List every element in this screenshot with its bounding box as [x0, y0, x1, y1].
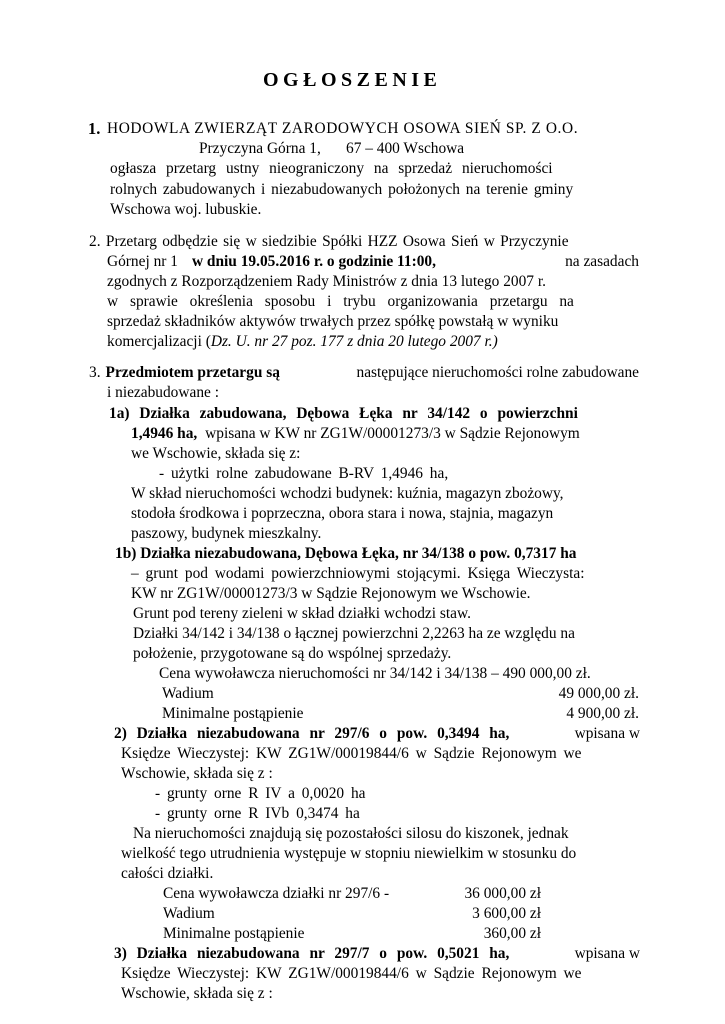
- plot-1b-min-bid-row: [159, 704, 639, 724]
- section-2-text-line: 2. Przetarg odbędzie się w siedzibie Spółki HZZ Osowa Sień w Przyczynie: [89, 233, 569, 250]
- plot-2-text-line: całości działki.: [121, 865, 214, 882]
- plot-2-text-line: Księdze Wieczystej: KW ZG1W/00019844/6 w Sądzie Rejonowym we: [121, 745, 582, 762]
- plot-2-deposit-label: Wadium: [163, 905, 215, 922]
- plot-1a-text-line: we Wschowie, składa się z:: [131, 445, 301, 462]
- plot-2-price-row: [163, 884, 541, 904]
- plot-1a-text-line: stodoła środkowa i poprzeczna, obora stara i nowa, stajnia, magazyn: [131, 505, 554, 522]
- plot-3-title: 3) Działka niezabudowana nr 297/7 o pow. 0,5021 ha,: [114, 945, 510, 962]
- plot-2-registry-start: wpisana w: [574, 725, 640, 742]
- plot-2-min-bid-row: [163, 924, 541, 944]
- section-3-subject: Przedmiotem przetargu są: [105, 364, 280, 381]
- plot-3-text-line: Księdze Wieczystej: KW ZG1W/00019844/6 w Sądzie Rejonowym we: [121, 965, 582, 982]
- section-3-heading: [89, 363, 639, 383]
- section-2-date-time: w dniu 19.05.2016 r. o godzinie 11:00,: [191, 253, 436, 270]
- plot-1b-deposit-row: [159, 684, 639, 704]
- plot-2-price-label: Cena wywoławcza działki nr 297/6 -: [163, 885, 390, 902]
- plot-1a-text-line: paszowy, budynek mieszkalny.: [131, 525, 322, 542]
- section-2-legal-prefix: komercjalizacji (: [107, 333, 211, 350]
- plot-1b-heading: 1b) Działka niezabudowana, Dębowa Łęka, nr 34/138 o pow. 0,7317 ha: [115, 545, 577, 562]
- plot-1a-registry-text: wpisana w KW nr ZG1W/00001273/3 w Sądzie Rejonowym: [205, 425, 580, 442]
- section-2-text-line: w sprawie określenia sposobu i trybu organizowania przetargu na: [107, 293, 574, 310]
- section-1-company: HODOWLA ZWIERZĄT ZARODOWYCH OSOWA SIEŃ SP. Z O.O.: [107, 120, 579, 137]
- plot-1b-min-bid-label: Minimalne postąpienie: [162, 705, 304, 722]
- plot-3-text-line: Wschowie, składa się z :: [121, 985, 273, 1002]
- section-1-text-line: rolnych zabudowanych i niezabudowanych położonych na terenie gminy: [110, 181, 574, 198]
- plot-2-land-use: - grunty orne R IV a 0,0020 ha: [155, 785, 366, 802]
- plot-2-deposit-row: [163, 904, 541, 924]
- section-1-address-street: Przyczyna Górna 1,: [199, 140, 321, 157]
- section-1-text-line: Wschowa woj. lubuskie.: [110, 201, 262, 218]
- plot-2-text-line: Na nieruchomości znajdują się pozostałości silosu do kiszonek, jednak: [133, 825, 569, 842]
- section-2-date-line: [107, 252, 639, 272]
- plot-1a-registry: [131, 424, 580, 444]
- section-3-text-line: i niezabudowane :: [107, 384, 219, 401]
- plot-2-text-line: wielkość tego utrudnienia występuje w stopniu niewielkim w stosunku do: [121, 845, 577, 862]
- plot-1a-area: 1,4946 ha,: [131, 425, 198, 442]
- section-2-legal-basis: [107, 332, 498, 352]
- plot-1b-text-line: KW nr ZG1W/00001273/3 w Sądzie Rejonowym we Wschowie.: [131, 585, 531, 602]
- plot-1b-deposit-label: Wadium: [162, 685, 214, 702]
- section-2-location-end: Górnej nr 1: [107, 253, 178, 270]
- plot-1a-land-use: - użytki rolne zabudowane B-RV 1,4946 ha,: [159, 465, 449, 482]
- plot-1b-text-line: położenie, przygotowane są do wspólnej sprzedaży.: [133, 645, 452, 662]
- section-1-text-line: ogłasza przetarg ustny nieograniczony na sprzedaż nieruchomości: [110, 160, 553, 177]
- plot-2-text-line: Wschowie, składa się z :: [121, 765, 273, 782]
- plot-2-heading: [114, 724, 640, 744]
- plot-1b-text-line: Grunt pod tereny zieleni w skład działki wchodzi staw.: [133, 605, 471, 622]
- plot-1b-text-line: Działki 34/142 i 34/138 o łącznej powierzchni 2,2263 ha ze względu na: [133, 625, 575, 642]
- plot-2-land-use: - grunty orne R IVb 0,3474 ha: [155, 805, 360, 822]
- plot-1b-text-line: – grunt pod wodami powierzchniowymi stojącymi. Księga Wieczysta:: [131, 565, 585, 582]
- plot-2-title: 2) Działka niezabudowana nr 297/6 o pow. 0,3494 ha,: [114, 725, 510, 742]
- plot-1b-min-bid-value: 4 900,00 zł.: [566, 705, 639, 722]
- plot-1a-text-line: W skład nieruchomości wchodzi budynek: kuźnia, magazyn zbożowy,: [131, 485, 564, 502]
- plot-2-price-value: 36 000,00 zł: [464, 885, 541, 902]
- section-1-address-city: 67 – 400 Wschowa: [346, 140, 465, 157]
- section-2-legal-citation: Dz. U. nr 27 poz. 177 z dnia 20 lutego 2007 r.): [210, 333, 498, 350]
- section-2-text-line: sprzedaż składników aktywów trwałych przez spółkę powstałą w wyniku: [107, 313, 559, 330]
- plot-1b-deposit-value: 49 000,00 zł.: [558, 685, 639, 702]
- section-3-description: następujące nieruchomości rolne zabudowane: [356, 364, 639, 381]
- plot-2-min-bid-value: 360,00 zł: [483, 925, 541, 942]
- section-2-terms-start: na zasadach: [565, 253, 639, 270]
- section-1-number: 1.: [88, 119, 101, 138]
- plot-1a-heading: 1a) Działka zabudowana, Dębowa Łęka nr 34/142 o powierzchni: [109, 405, 578, 422]
- plot-2-deposit-value: 3 600,00 zł: [472, 905, 541, 922]
- plot-1b-starting-price: Cena wywoławcza nieruchomości nr 34/142 i 34/138 – 490 000,00 zł.: [159, 665, 591, 682]
- plot-3-registry-start: wpisana w: [574, 945, 640, 962]
- plot-3-heading: [114, 944, 640, 964]
- section-3-number: 3.: [89, 364, 101, 381]
- plot-2-min-bid-label: Minimalne postąpienie: [163, 925, 305, 942]
- document-title: OGŁOSZENIE: [263, 69, 442, 91]
- section-2-text-line: zgodnych z Rozporządzeniem Rady Ministrów z dnia 13 lutego 2007 r.: [107, 273, 546, 290]
